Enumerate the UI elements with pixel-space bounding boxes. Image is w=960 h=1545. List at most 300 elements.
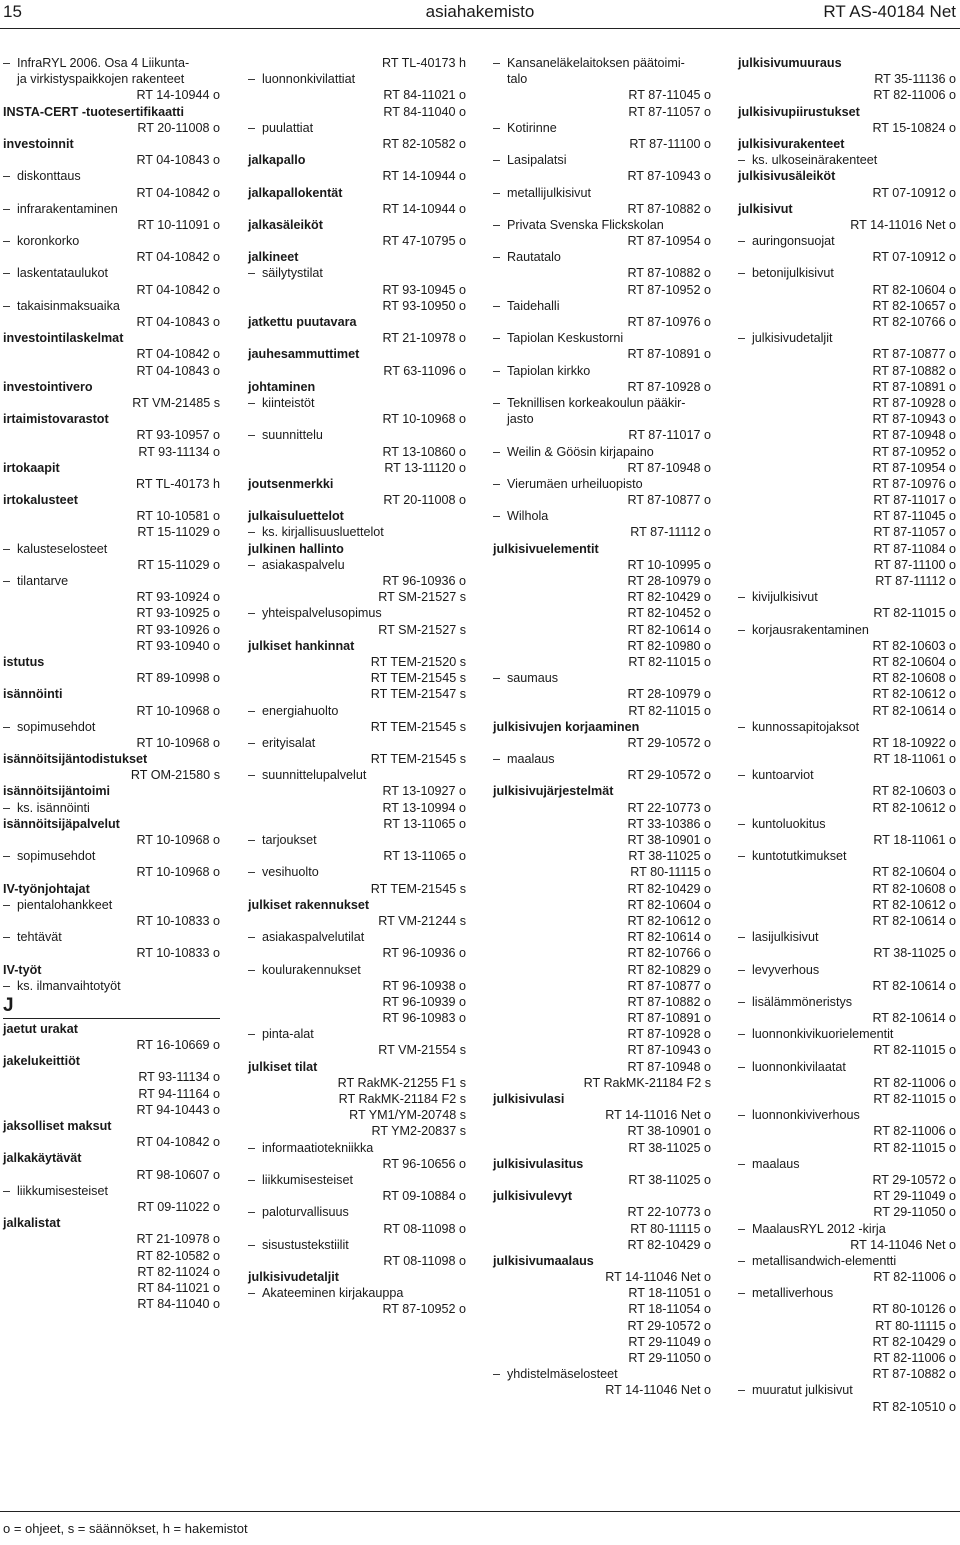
rt-reference: RT SM-21527 s xyxy=(378,622,466,637)
dash-marker: – xyxy=(738,1383,746,1398)
subentry-row xyxy=(248,1026,466,1042)
reference-row xyxy=(738,444,956,460)
subentry-row xyxy=(738,589,956,605)
reference-row xyxy=(493,557,711,573)
rt-reference: RT 82-10604 o xyxy=(872,654,956,669)
rt-reference: RT 18-11061 o xyxy=(873,833,956,847)
rt-reference: RT 87-10952 o xyxy=(872,444,956,459)
index-heading: julkisivuelementit xyxy=(493,541,599,556)
index-heading: julkisivurakenteet xyxy=(738,136,845,151)
reference-row xyxy=(738,573,956,589)
index-heading: IV-työt xyxy=(3,962,42,977)
reference-row xyxy=(493,136,711,152)
rt-reference: RT 96-10656 o xyxy=(382,1156,466,1171)
subentry-label: Tapiolan Keskustorni xyxy=(507,331,624,346)
reference-row xyxy=(738,508,956,524)
reference-row xyxy=(738,1350,956,1366)
subentry-label: kuntoluokitus xyxy=(752,816,826,831)
rt-reference: RT 87-10943 o xyxy=(627,1043,711,1058)
reference-row xyxy=(493,427,711,443)
rt-reference: RT 10-10581 o xyxy=(136,509,220,524)
rt-reference: RT 87-10954 o xyxy=(872,460,956,475)
dash-marker: – xyxy=(493,395,501,410)
reference-row xyxy=(3,395,220,411)
index-heading-row xyxy=(248,476,466,492)
subentry-row xyxy=(248,1237,466,1253)
subentry-label: koulurakennukset xyxy=(262,962,361,977)
reference-row xyxy=(493,816,711,832)
reference-row xyxy=(3,735,220,751)
subentry-label: sopimusehdot xyxy=(17,719,96,734)
dash-marker: – xyxy=(493,185,501,200)
reference-row xyxy=(493,638,711,654)
rt-reference: RT 21-10978 o xyxy=(382,331,466,346)
reference-row xyxy=(738,185,956,201)
subentry-row xyxy=(738,1285,956,1301)
dash-marker: – xyxy=(248,1205,256,1220)
rt-reference: RT 82-10429 o xyxy=(872,1334,956,1349)
rt-reference: RT 82-10608 o xyxy=(872,881,956,896)
rt-reference: RT 82-10604 o xyxy=(872,282,956,297)
index-heading-row xyxy=(493,1156,711,1172)
dash-marker: – xyxy=(738,234,746,249)
reference-row xyxy=(493,622,711,638)
rt-reference: RT 87-10928 o xyxy=(872,395,956,410)
dash-marker: – xyxy=(493,153,501,168)
reference-row xyxy=(493,1075,711,1091)
reference-row xyxy=(3,87,220,103)
index-heading: jakelukeittiöt xyxy=(3,1054,80,1069)
subentry-label: auringonsuojat xyxy=(752,234,835,249)
reference-row xyxy=(493,1285,711,1301)
dash-marker: – xyxy=(738,994,746,1009)
dash-marker: – xyxy=(248,72,256,87)
dash-marker: – xyxy=(738,153,746,168)
subentry-row xyxy=(493,249,711,265)
subentry-row xyxy=(738,767,956,783)
rt-reference: RT 80-11115 o xyxy=(630,865,711,880)
subentry-label: julkisivudetaljit xyxy=(752,331,833,346)
reference-row xyxy=(738,1075,956,1091)
dash-marker: – xyxy=(738,930,746,945)
rt-reference: RT 14-10944 o xyxy=(382,169,466,184)
rt-reference: RT 87-11017 o xyxy=(873,493,956,508)
rt-reference: RT 96-10939 o xyxy=(382,994,466,1009)
reference-row xyxy=(248,104,466,120)
subentry-row xyxy=(738,1156,956,1172)
subentry-label: liikkumisesteiset xyxy=(17,1183,108,1198)
rt-reference: RT 82-10614 o xyxy=(627,930,711,945)
reference-row xyxy=(248,800,466,816)
reference-row xyxy=(738,800,956,816)
subentry-label: yhteispalvelusopimus xyxy=(262,606,382,621)
subentry-label: erityisalat xyxy=(262,735,316,750)
reference-row xyxy=(3,703,220,719)
rt-reference: RT 87-10882 o xyxy=(872,1367,956,1382)
reference-row xyxy=(248,654,466,670)
rt-reference: RT 33-10386 o xyxy=(627,816,711,831)
reference-row xyxy=(248,444,466,460)
rt-reference: RT 14-11046 Net o xyxy=(850,1237,956,1252)
reference-row xyxy=(493,1042,711,1058)
reference-row xyxy=(738,1301,956,1317)
rt-reference: RT 82-10614 o xyxy=(872,913,956,928)
rt-reference: RT 82-11006 o xyxy=(873,1124,956,1139)
reference-row xyxy=(493,1269,711,1285)
reference-row xyxy=(3,444,220,460)
reference-row xyxy=(493,686,711,702)
reference-row xyxy=(493,945,711,961)
subentry-row xyxy=(248,767,466,783)
index-heading-row xyxy=(3,881,220,897)
subentry-row xyxy=(3,897,220,913)
subentry-row xyxy=(738,1026,956,1042)
subentry-label: luonnonkivilattiat xyxy=(262,72,356,87)
rt-reference: RT 04-10843 o xyxy=(136,363,220,378)
reference-row xyxy=(248,945,466,961)
rt-reference: RT TEM-21520 s xyxy=(370,654,466,669)
reference-row xyxy=(738,978,956,994)
reference-row xyxy=(493,1140,711,1156)
reference-row xyxy=(248,1091,466,1107)
subentry-label: informaatiotekniikka xyxy=(262,1140,374,1155)
rt-reference: RT 38-11025 o xyxy=(628,1140,711,1155)
rt-reference: RT 96-10938 o xyxy=(382,978,466,993)
index-heading: IV-työnjohtajat xyxy=(3,881,90,896)
reference-row xyxy=(3,185,220,201)
rt-reference: RT 28-10979 o xyxy=(627,574,711,588)
reference-row xyxy=(3,524,220,540)
dash-marker: – xyxy=(738,1253,746,1268)
reference-row xyxy=(248,1123,466,1139)
index-heading-row xyxy=(3,460,220,476)
dash-marker: – xyxy=(738,1108,746,1123)
subentry-label: metallisandwich-elementti xyxy=(752,1253,897,1268)
index-heading-row xyxy=(248,152,466,168)
dash-marker: – xyxy=(493,671,501,686)
rt-reference: RT 82-10766 o xyxy=(872,315,956,329)
reference-row xyxy=(248,881,466,897)
subentry-label: säilytystilat xyxy=(262,266,323,281)
reference-row xyxy=(248,233,466,249)
subentry-row xyxy=(3,298,220,314)
reference-row xyxy=(248,994,466,1010)
index-heading-row xyxy=(3,104,220,120)
dash-marker: – xyxy=(493,476,501,491)
index-heading-row xyxy=(738,55,956,71)
subentry-label: kuntotutkimukset xyxy=(752,849,847,864)
subentry-row xyxy=(493,363,711,379)
rt-reference: RT 82-10608 o xyxy=(872,671,956,686)
subentry-label: puulattiat xyxy=(262,120,314,135)
subentry-row xyxy=(738,1253,956,1269)
reference-row xyxy=(738,71,956,87)
subentry-label: koronkorko xyxy=(17,234,80,249)
subentry-row xyxy=(3,929,220,945)
subentry-row xyxy=(3,848,220,864)
reference-row xyxy=(3,120,220,136)
subentry-row xyxy=(248,557,466,573)
subentry-row xyxy=(248,1285,466,1301)
reference-row xyxy=(248,1156,466,1172)
reference-row xyxy=(3,767,220,783)
reference-row xyxy=(493,864,711,880)
index-heading: julkisivumuuraus xyxy=(738,56,842,70)
index-column-4 xyxy=(738,55,956,1415)
rt-reference: RT 94-11164 o xyxy=(138,1086,220,1101)
rt-reference: RT 87-11057 o xyxy=(873,525,956,540)
index-heading-row xyxy=(738,201,956,217)
index-heading: jalkasäleiköt xyxy=(248,217,323,232)
index-heading-row xyxy=(248,346,466,362)
subentry-label: energiahuolto xyxy=(262,703,339,718)
subentry-row xyxy=(3,55,220,71)
subentry-label: luonnonkivikuorielementit xyxy=(752,1027,894,1042)
reference-row xyxy=(493,573,711,589)
rt-reference: RT 29-11050 o xyxy=(873,1205,956,1220)
rt-reference: RT 87-10877 o xyxy=(627,493,711,508)
subentry-label: sopimusehdot xyxy=(17,849,96,864)
reference-row xyxy=(248,1010,466,1026)
subentry-row xyxy=(493,1366,711,1382)
rt-reference: RT 82-10612 o xyxy=(872,687,956,702)
rt-reference: RT VM-21485 s xyxy=(132,395,220,410)
rt-reference: RT 82-11015 o xyxy=(873,1140,956,1155)
subentry-label: takaisinmaksuaika xyxy=(17,298,120,313)
reference-row xyxy=(3,1102,220,1118)
rt-reference: RT YM2-20837 s xyxy=(371,1124,466,1139)
dash-marker: – xyxy=(3,234,11,249)
rt-reference: RT RakMK-21255 F1 s xyxy=(337,1075,466,1090)
dash-marker: – xyxy=(738,1156,746,1171)
reference-row xyxy=(248,55,466,71)
reference-row xyxy=(3,363,220,379)
reference-row xyxy=(738,1269,956,1285)
rt-reference: RT 87-10891 o xyxy=(627,1011,711,1026)
rt-reference: RT 15-11029 o xyxy=(137,525,220,540)
reference-row xyxy=(493,1350,711,1366)
reference-row xyxy=(248,622,466,638)
subentry-label: Tapiolan kirkko xyxy=(507,363,591,378)
rt-reference: RT 87-10976 o xyxy=(872,476,956,491)
page-title: asiahakemisto xyxy=(425,2,535,21)
reference-row xyxy=(493,104,711,120)
rt-reference: RT TEM-21545 s xyxy=(370,881,466,896)
index-heading: julkisivut xyxy=(738,201,793,216)
subentry-label: Vierumäen urheiluopisto xyxy=(507,476,643,491)
index-heading: jatkettu puutavara xyxy=(248,315,357,329)
reference-row xyxy=(738,541,956,557)
subentry-row xyxy=(493,55,711,71)
rt-reference: RT 82-10603 o xyxy=(872,784,956,799)
index-column-3 xyxy=(493,55,711,1399)
reference-row xyxy=(493,1172,711,1188)
dash-marker: – xyxy=(493,444,501,459)
reference-row xyxy=(493,897,711,913)
rt-reference: RT 04-10842 o xyxy=(136,347,220,362)
index-heading-row xyxy=(248,638,466,654)
page-number: 15 xyxy=(3,2,22,21)
dash-marker: – xyxy=(248,1027,256,1042)
reference-row xyxy=(738,314,956,330)
rt-reference: RT 87-11100 o xyxy=(629,136,711,151)
index-heading-row xyxy=(3,686,220,702)
index-heading: julkisivulasi xyxy=(493,1092,565,1106)
reference-row xyxy=(248,201,466,217)
index-heading: julkisivulevyt xyxy=(493,1189,573,1204)
rt-reference: RT 87-10943 o xyxy=(627,169,711,184)
reference-row xyxy=(738,217,956,233)
reference-row xyxy=(738,783,956,799)
index-heading-row xyxy=(3,379,220,395)
rt-reference: RT 08-11098 o xyxy=(383,1221,466,1236)
index-heading-row xyxy=(3,816,220,832)
subentry-label: tehtävät xyxy=(17,930,62,945)
reference-row xyxy=(493,589,711,605)
subentry-row xyxy=(493,185,711,201)
rt-reference: RT 38-10901 o xyxy=(627,833,711,847)
index-heading: jalkapallokentät xyxy=(248,185,343,200)
dash-marker: – xyxy=(3,201,11,216)
rt-reference: RT 87-10928 o xyxy=(627,1027,711,1042)
rt-reference: RT 84-11040 o xyxy=(137,1297,220,1312)
subentry-row xyxy=(248,605,466,621)
subentry-label: kuntoarviot xyxy=(752,768,814,783)
dash-marker: – xyxy=(3,298,11,313)
reference-row xyxy=(3,1037,220,1053)
reference-row xyxy=(493,282,711,298)
rt-reference: RT 13-10860 o xyxy=(382,444,466,459)
reference-row xyxy=(738,864,956,880)
rt-reference: RT 13-11120 o xyxy=(384,460,466,475)
rt-reference: RT 82-10829 o xyxy=(627,962,711,977)
rt-reference: RT 93-10926 o xyxy=(136,622,220,637)
rt-reference: RT 82-11015 o xyxy=(873,606,956,621)
subentry-row xyxy=(248,1140,466,1156)
subentry-row xyxy=(248,265,466,281)
dash-marker: – xyxy=(738,590,746,605)
rt-reference: RT 87-10943 o xyxy=(872,412,956,427)
reference-row xyxy=(3,1086,220,1102)
reference-row xyxy=(248,1301,466,1317)
rt-reference: RT 82-10429 o xyxy=(627,1237,711,1252)
dash-marker: – xyxy=(493,217,501,232)
dash-marker: – xyxy=(3,800,11,815)
reference-row xyxy=(493,994,711,1010)
dash-marker: – xyxy=(738,1059,746,1074)
rt-reference: RT 82-10612 o xyxy=(872,897,956,912)
subentry-label: Lasipalatsi xyxy=(507,153,567,168)
rt-reference: RT 93-11134 o xyxy=(138,444,220,459)
dash-marker: – xyxy=(248,703,256,718)
rt-reference: RT SM-21527 s xyxy=(378,590,466,605)
rt-reference: RT 82-11015 o xyxy=(628,654,711,669)
index-heading-row xyxy=(3,1118,220,1134)
reference-row xyxy=(248,282,466,298)
rt-reference: RT 82-11006 o xyxy=(873,1351,956,1365)
rt-reference: RT 35-11136 o xyxy=(874,72,956,87)
rt-reference: RT 87-10976 o xyxy=(627,315,711,329)
index-heading: jaksolliset maksut xyxy=(3,1119,112,1133)
dash-marker: – xyxy=(3,719,11,734)
subentry-label: Weilin & Göösin kirjapaino xyxy=(507,444,654,459)
rt-reference: RT 04-10843 o xyxy=(136,315,220,329)
index-heading: irtokaapit xyxy=(3,460,60,475)
subentry-label: kalusteselosteet xyxy=(17,541,108,556)
index-heading: jalkalistat xyxy=(3,1216,61,1231)
reference-row xyxy=(738,1140,956,1156)
rt-reference: RT 10-10995 o xyxy=(627,557,711,572)
dash-marker: – xyxy=(3,1183,11,1198)
subentry-label: infrarakentaminen xyxy=(17,201,118,216)
rt-reference: RT 82-11024 o xyxy=(137,1264,220,1279)
dash-marker: – xyxy=(493,363,501,378)
rt-reference: RT 14-10944 o xyxy=(136,88,220,103)
subentry-continuation: jasto xyxy=(507,412,534,427)
subentry-label: betonijulkisivut xyxy=(752,266,834,281)
rt-reference: RT 16-10669 o xyxy=(136,1038,220,1053)
subentry-label: Akateeminen kirjakauppa xyxy=(262,1286,404,1301)
subentry-label: metallijulkisivut xyxy=(507,185,591,200)
index-heading-row xyxy=(493,1188,711,1204)
reference-row xyxy=(3,1167,220,1183)
rt-reference: RT 10-10968 o xyxy=(136,865,220,880)
index-heading: julkisivumaalaus xyxy=(493,1253,594,1268)
rt-reference: RT 04-10842 o xyxy=(136,250,220,265)
reference-row xyxy=(738,87,956,103)
rt-reference: RT 93-11134 o xyxy=(138,1070,220,1085)
reference-row xyxy=(248,411,466,427)
index-heading: isännöitsijäntodistukset xyxy=(3,752,148,767)
rt-reference: RT 84-11021 o xyxy=(383,88,466,103)
rt-reference: RT 93-10950 o xyxy=(382,298,466,313)
reference-row xyxy=(493,1204,711,1220)
reference-row xyxy=(248,719,466,735)
rt-reference: RT 96-10983 o xyxy=(382,1011,466,1026)
reference-row xyxy=(738,1366,956,1382)
reference-row xyxy=(3,945,220,961)
rt-reference: RT 87-10882 o xyxy=(627,994,711,1009)
subentry-row xyxy=(493,120,711,136)
rt-reference: RT 82-10604 o xyxy=(872,865,956,880)
subentry-row xyxy=(3,573,220,589)
reference-row xyxy=(738,703,956,719)
subentry-label: ks. kirjallisuusluettelot xyxy=(262,525,384,540)
index-heading-row xyxy=(3,411,220,427)
subentry-row xyxy=(493,152,711,168)
index-heading-row xyxy=(248,249,466,265)
reference-row xyxy=(248,573,466,589)
reference-row xyxy=(493,1010,711,1026)
dash-marker: – xyxy=(493,509,501,524)
reference-row xyxy=(3,1296,220,1312)
subentry-label: maalaus xyxy=(752,1156,800,1171)
subentry-label: Privata Svenska Flickskolan xyxy=(507,217,664,232)
subentry-label: kivijulkisivut xyxy=(752,590,818,605)
reference-row xyxy=(3,346,220,362)
reference-row xyxy=(3,282,220,298)
rt-reference: RT TEM-21545 s xyxy=(370,671,466,686)
reference-row xyxy=(493,1301,711,1317)
dash-marker: – xyxy=(738,719,746,734)
reference-row xyxy=(738,379,956,395)
subentry-label: ks. ilmanvaihtotyöt xyxy=(17,978,121,993)
reference-row xyxy=(493,87,711,103)
reference-row xyxy=(248,1107,466,1123)
rt-reference: RT 14-11016 Net o xyxy=(605,1108,711,1123)
page-header xyxy=(0,0,960,29)
rt-reference: RT 87-10952 o xyxy=(627,282,711,297)
